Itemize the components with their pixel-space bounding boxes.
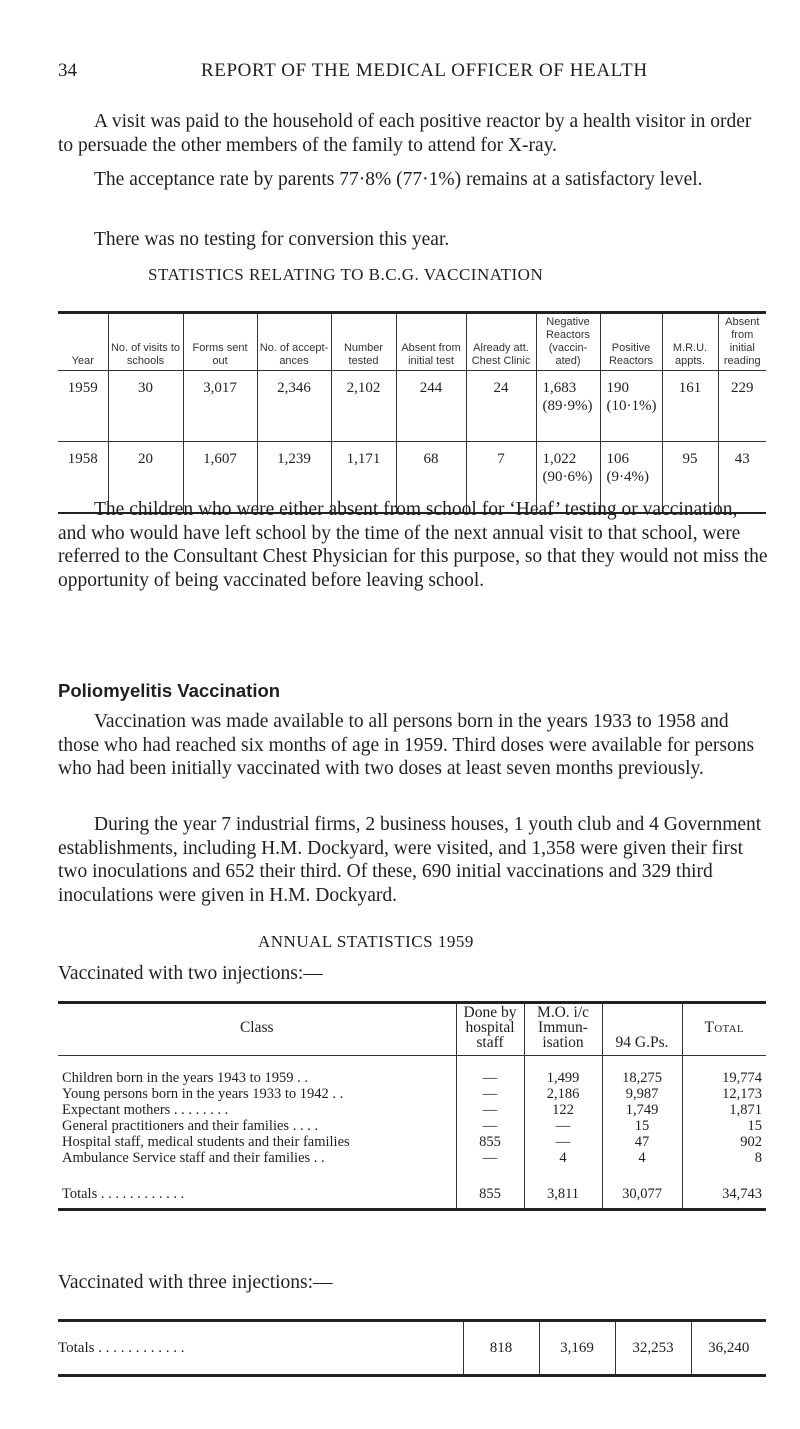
intro-paragraph-1: A visit was paid to the household of each positive reactor by a health visitor in order to persuade the other members of the family to attend for X-ray. xyxy=(58,111,752,156)
totals-label: Totals . . . . . . . . . . . . xyxy=(62,1186,185,1202)
cell: Ambulance Service staff and their families . . xyxy=(62,1150,325,1166)
cell: 9,987 xyxy=(602,1086,682,1102)
intro-paragraph-3: There was no testing for conversion this year. xyxy=(94,229,450,250)
cell: Expectant mothers . . . . . . . . xyxy=(62,1102,229,1118)
cell: 8 xyxy=(682,1150,766,1166)
two-injections-label: Vaccinated with two injections:— xyxy=(58,963,323,984)
polio-header-row xyxy=(58,1003,766,1056)
polio-three-injections-table xyxy=(58,1319,766,1377)
cell: 229 xyxy=(718,371,766,442)
cell: 106 (9·4%) xyxy=(600,442,662,514)
cell: 15 xyxy=(682,1118,766,1134)
page-number: 34 xyxy=(58,60,77,81)
cell: 1,871 xyxy=(682,1102,766,1118)
cell: Hospital staff, medical students and their families xyxy=(62,1134,350,1150)
table-row xyxy=(58,1056,766,1087)
col-year: Year xyxy=(58,313,108,371)
cell: 1,022 (90·6%) xyxy=(536,442,600,514)
cell: 1,499 xyxy=(524,1056,602,1087)
cell: 2,102 xyxy=(331,371,396,442)
cell: 2,186 xyxy=(524,1086,602,1102)
polio-heading: Poliomyelitis Vaccination xyxy=(58,680,281,701)
cell: 3,169 xyxy=(539,1321,615,1376)
col-class: Class xyxy=(58,1003,456,1056)
table-row xyxy=(58,1086,766,1102)
col-absent-test: Absent from initial test xyxy=(396,313,466,371)
cell: 95 xyxy=(662,442,718,514)
col-mru: M.R.U. appts. xyxy=(662,313,718,371)
cell: 19,774 xyxy=(682,1056,766,1087)
bcg-header-row xyxy=(58,313,766,371)
col-tested: Number tested xyxy=(331,313,396,371)
cell: 1,607 xyxy=(183,442,257,514)
totals-row xyxy=(58,1166,766,1210)
cell: 15 xyxy=(602,1118,682,1134)
totals-label: Totals . . . . . . . . . . . . xyxy=(58,1339,185,1356)
three-injections-label: Vaccinated with three injections:— xyxy=(58,1272,333,1293)
table-row xyxy=(58,1134,766,1150)
cell: 2,346 xyxy=(257,371,331,442)
cell: General practitioners and their families . . . . xyxy=(62,1118,319,1134)
cell: 1958 xyxy=(58,442,108,514)
col-hospital: Done by hospital staff xyxy=(456,1003,524,1056)
polio-paragraph-2: During the year 7 industrial firms, 2 business houses, 1 youth club and 4 Government establishments, including H.M. Dockyard, were visited, and 1,358 were given their first two inoculations and 652 their third. Of these, 690 initial vaccinations and 329 third inoculations were given in H.M. Dockyard. xyxy=(58,814,762,906)
cell: 12,173 xyxy=(682,1086,766,1102)
cell: — xyxy=(456,1086,524,1102)
table-row xyxy=(58,1102,766,1118)
cell: 855 xyxy=(456,1134,524,1150)
col-visits: No. of visits to schools xyxy=(108,313,183,371)
col-negative: Negative Reactors (vaccin-ated) xyxy=(536,313,600,371)
cell: — xyxy=(524,1118,602,1134)
cell: 902 xyxy=(682,1134,766,1150)
cell: — xyxy=(456,1056,524,1087)
intro-paragraph-2: The acceptance rate by parents 77·8% (77·1%) remains at a satisfactory level. xyxy=(94,169,703,190)
table-row xyxy=(58,1150,766,1166)
heaf-paragraph: The children who were either absent from school for ‘Heaf’ testing or vaccination, and who would have left school by the time of the next annual visit to that school, were referred to the Consultant Chest Physician for this purpose, so that they would not miss the opportunity of being vaccinated before leaving school. xyxy=(58,499,768,591)
col-gps: 94 G.Ps. xyxy=(602,1003,682,1056)
cell: 244 xyxy=(396,371,466,442)
cell: 4 xyxy=(602,1150,682,1166)
cell: 3,017 xyxy=(183,371,257,442)
cell: — xyxy=(456,1118,524,1134)
col-mo: M.O. i/c Immun-isation xyxy=(524,1003,602,1056)
running-title: REPORT OF THE MEDICAL OFFICER OF HEALTH xyxy=(201,60,648,81)
cell: — xyxy=(456,1150,524,1166)
cell: 47 xyxy=(602,1134,682,1150)
cell: 20 xyxy=(108,442,183,514)
page-header xyxy=(58,60,748,90)
cell: 190 (10·1%) xyxy=(600,371,662,442)
bcg-statistics-table xyxy=(58,311,766,514)
cell: 1,683 (89·9%) xyxy=(536,371,600,442)
cell: 36,240 xyxy=(691,1321,766,1376)
col-acceptances: No. of accept-ances xyxy=(257,313,331,371)
cell: — xyxy=(524,1134,602,1150)
cell: 1959 xyxy=(58,371,108,442)
cell: 7 xyxy=(466,442,536,514)
cell: 32,253 xyxy=(615,1321,691,1376)
cell: 1,239 xyxy=(257,442,331,514)
cell: 855 xyxy=(456,1166,524,1210)
cell: 818 xyxy=(463,1321,539,1376)
cell: 1,749 xyxy=(602,1102,682,1118)
bcg-table-caption: STATISTICS RELATING TO B.C.G. VACCINATION xyxy=(148,265,544,284)
cell: 34,743 xyxy=(682,1166,766,1210)
cell: 24 xyxy=(466,371,536,442)
cell: 1,171 xyxy=(331,442,396,514)
table-row xyxy=(58,371,766,442)
cell: 3,811 xyxy=(524,1166,602,1210)
cell: Children born in the years 1943 to 1959 . . xyxy=(62,1070,309,1086)
cell: 30,077 xyxy=(602,1166,682,1210)
col-forms: Forms sent out xyxy=(183,313,257,371)
cell: 161 xyxy=(662,371,718,442)
polio-two-injections-table xyxy=(58,1001,766,1211)
cell: 122 xyxy=(524,1102,602,1118)
col-positive: Positive Reactors xyxy=(600,313,662,371)
cell: 30 xyxy=(108,371,183,442)
col-total: Total xyxy=(682,1003,766,1056)
col-chest-clinic: Already att. Chest Clinic xyxy=(466,313,536,371)
cell: 43 xyxy=(718,442,766,514)
cell: 4 xyxy=(524,1150,602,1166)
polio-paragraph-1: Vaccination was made available to all persons born in the years 1933 to 1958 and those who had reached six months of age in 1959. Third doses were available for persons who had been initially vaccinated with two doses at least seven months previously. xyxy=(58,711,755,779)
totals-row xyxy=(58,1321,766,1376)
table-row xyxy=(58,1118,766,1134)
cell: Young persons born in the years 1933 to 1942 . . xyxy=(62,1086,344,1102)
cell: — xyxy=(456,1102,524,1118)
cell: 18,275 xyxy=(602,1056,682,1087)
col-absent-reading: Absent from initial reading xyxy=(718,313,766,371)
annual-stats-caption: ANNUAL STATISTICS 1959 xyxy=(258,932,474,951)
cell: 68 xyxy=(396,442,466,514)
